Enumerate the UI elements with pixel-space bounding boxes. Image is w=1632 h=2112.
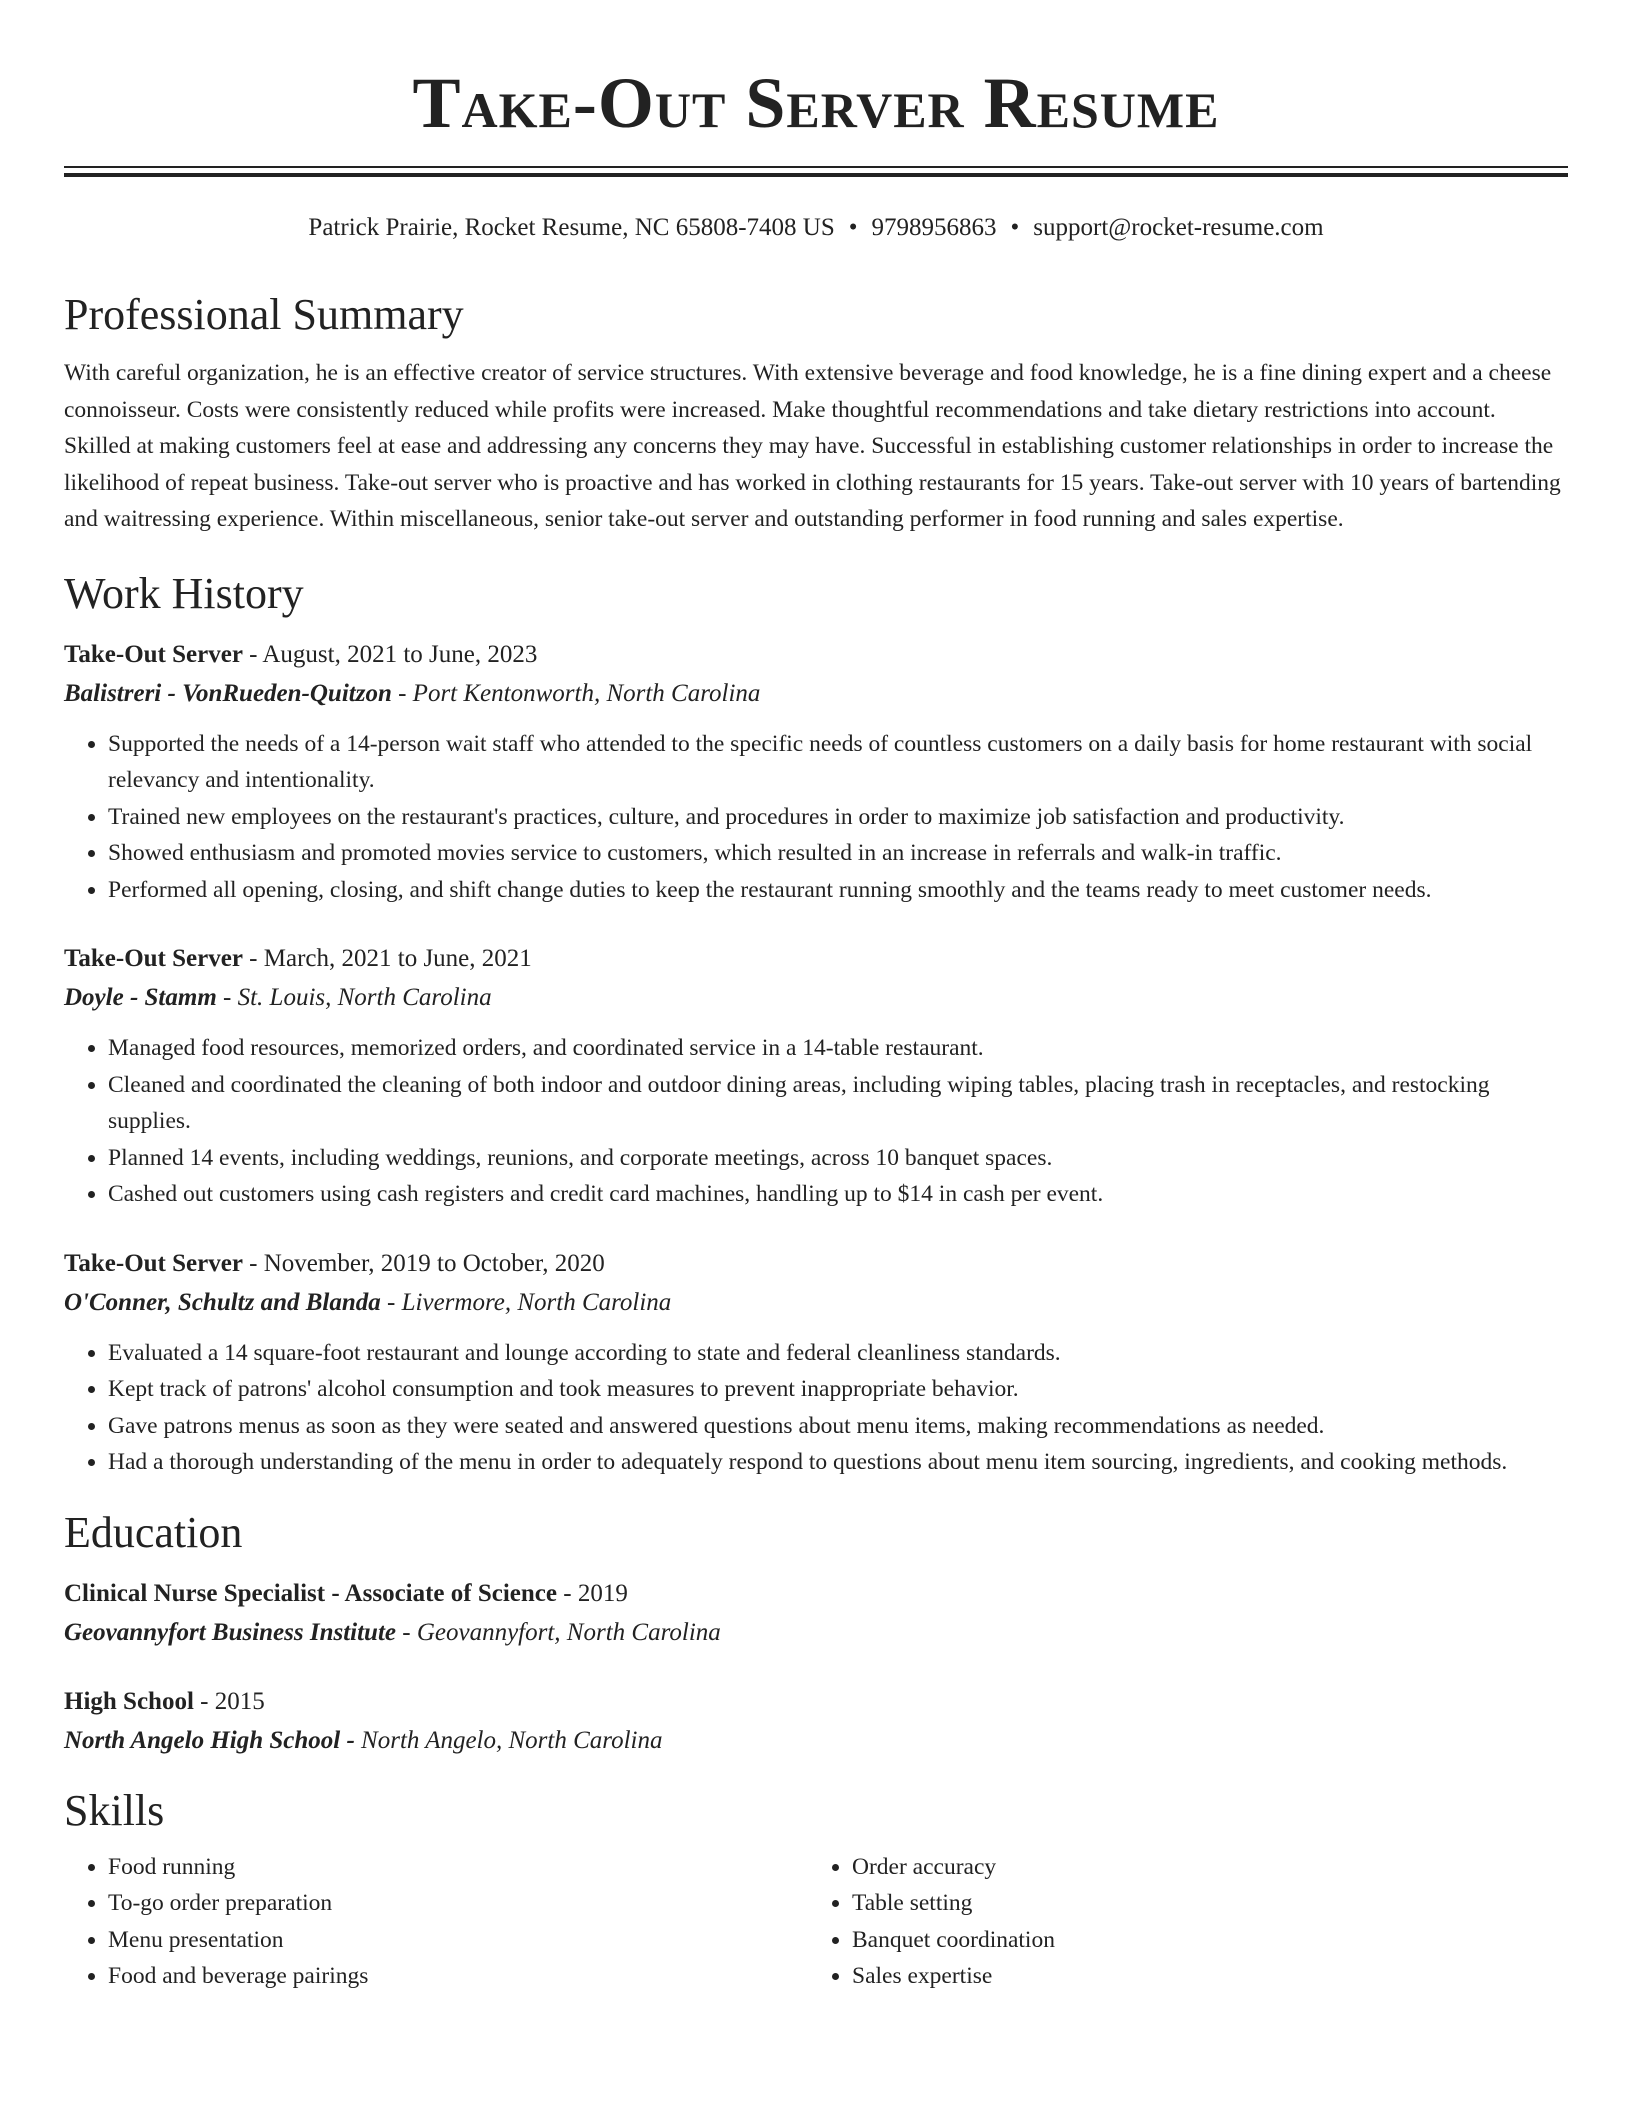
job-dates: - August, 2021 to June, 2023: [242, 640, 538, 668]
job-title: Take-Out Server: [64, 945, 243, 972]
job-company-line: [64, 674, 1568, 714]
contact-phone: 9798956863: [871, 214, 997, 241]
job-company-line: [64, 1283, 1568, 1323]
job-bullet: • Kept track of patrons' alcohol consumption and took measures to prevent inappropriate behavior.: [108, 1371, 1568, 1408]
summary-text: With careful organization, he is an effective creator of service structures. With extensive beverage and food knowledge, he is a fine dining expert and a cheese connoisseur. Costs were consistently reduced while profits were increased. Make thoughtful recommendations and take dietary restrictions into account. Skilled at making customers feel at ease and addressing any concerns they may have. Successful in establishing customer relationships in order to increase the likelihood of repeat business. Take-out server who is proactive and has worked in clothing restaurants for 15 years. Take-out server with 10 years of bartending and waitressing experience. Within miscellaneous, senior take-out server and outstanding performer in food running and sales expertise.: [64, 360, 1561, 532]
skills-list-left: [64, 1849, 808, 1995]
job-title-line: [64, 636, 1568, 674]
job-company: Balistreri - VonRueden-Quitzon: [64, 679, 392, 707]
contact-address: Patrick Prairie, Rocket Resume, NC 65808-7408 US: [308, 214, 835, 241]
job-bullet: • Supported the needs of a 14-person wait staff who attended to the specific needs of countless customers on a daily basis for home restaurant with social relevancy and intentionality.: [108, 726, 1568, 799]
education-school: Geovannyfort Business Institute: [64, 1618, 397, 1646]
skill-item: • Food and beverage pairings: [108, 1958, 808, 1995]
education-year: - 2015: [193, 1687, 265, 1715]
job-entry: [64, 940, 1568, 1213]
education-entry: [64, 1683, 1568, 1761]
title-divider-thin: [64, 166, 1568, 168]
job-bullet: • Performed all opening, closing, and shift change duties to keep the restaurant running smoothly and the teams ready to meet customer needs.: [108, 872, 1568, 909]
education-degree: High School: [64, 1687, 194, 1715]
education-school-line: [64, 1721, 1568, 1761]
contact-separator: •: [848, 214, 858, 241]
section-heading-summary: Professional Summary: [64, 290, 464, 339]
job-bullets: [64, 1335, 1568, 1481]
skill-item: • Food running: [108, 1849, 808, 1886]
job-bullet: • Trained new employees on the restaurant's practices, culture, and procedures in order to maximize job satisfaction and productivity.: [108, 799, 1568, 836]
education-degree-line: [64, 1575, 1568, 1613]
job-title: Take-Out Server: [64, 640, 243, 668]
skill-item: • To-go order preparation: [108, 1885, 808, 1922]
job-company-line: [64, 978, 1568, 1018]
job-entry: [64, 1245, 1568, 1481]
skill-item: • Sales expertise: [852, 1958, 1552, 1995]
job-entry: [64, 636, 1568, 909]
education-degree-line: [64, 1683, 1568, 1721]
skill-item: • Table setting: [852, 1885, 1552, 1922]
job-title-line: [64, 940, 1568, 978]
title-divider-thick: [64, 173, 1568, 177]
skill-item: • Order accuracy: [852, 1849, 1552, 1886]
contact-line: [64, 211, 1568, 245]
job-location: - Livermore, North Carolina: [380, 1288, 672, 1316]
resume-page: [64, 0, 1568, 1995]
job-bullet: • Had a thorough understanding of the menu in order to adequately respond to questions about menu item sourcing, ingredients, and cooking methods.: [108, 1444, 1568, 1481]
section-heading-work-history: Work History: [64, 568, 304, 618]
job-bullets: [64, 1030, 1568, 1213]
section-heading-skills: Skills: [64, 1785, 165, 1835]
job-bullet: • Managed food resources, memorized orders, and coordinated service in a 14-table restaurant.: [108, 1030, 1568, 1067]
job-bullets: [64, 726, 1568, 909]
education-location: - Geovannyfort, North Carolina: [396, 1618, 721, 1646]
job-title-line: [64, 1245, 1568, 1283]
job-bullet: • Planned 14 events, including weddings, reunions, and corporate meetings, across 10 banquet spaces.: [108, 1140, 1568, 1177]
skills-list-right: [808, 1849, 1552, 1995]
job-bullet: • Showed enthusiasm and promoted movies service to customers, which resulted in an increase in referrals and walk-in traffic.: [108, 835, 1568, 872]
job-bullet: • Cashed out customers using cash registers and credit card machines, handling up to $14 in cash per event.: [108, 1176, 1568, 1213]
education-location: North Angelo, North Carolina: [354, 1726, 663, 1754]
job-dates: - March, 2021 to June, 2021: [242, 945, 532, 972]
job-title: Take-Out Server: [64, 1249, 243, 1277]
resume-title: Take-Out Server Resume: [412, 63, 1220, 143]
job-bullet: • Evaluated a 14 square-foot restaurant and lounge according to state and federal cleanliness standards.: [108, 1335, 1568, 1372]
section-heading-education: Education: [64, 1507, 243, 1557]
job-location: - St. Louis, North Carolina: [216, 984, 492, 1011]
education-entry: [64, 1575, 1568, 1653]
job-dates: - November, 2019 to October, 2020: [242, 1249, 605, 1277]
contact-separator: •: [1010, 214, 1020, 241]
job-company: O'Conner, Schultz and Blanda: [64, 1288, 381, 1316]
skill-item: • Banquet coordination: [852, 1922, 1552, 1959]
contact-email: support@rocket-resume.com: [1033, 214, 1324, 241]
job-bullet: • Cleaned and coordinated the cleaning of both indoor and outdoor dining areas, including wiping tables, placing trash in receptacles, and restocking supplies.: [108, 1067, 1568, 1140]
education-year: - 2019: [557, 1579, 628, 1607]
education-school-line: [64, 1613, 1568, 1653]
education-degree: Clinical Nurse Specialist - Associate of Science: [64, 1579, 557, 1607]
job-company: Doyle - Stamm: [64, 984, 217, 1011]
skills-columns: [64, 1849, 1568, 1995]
job-location: - Port Kentonworth, North Carolina: [391, 679, 761, 707]
education-school: North Angelo High School -: [64, 1726, 355, 1754]
job-bullet: • Gave patrons menus as soon as they were seated and answered questions about menu items, making recommendations as needed.: [108, 1408, 1568, 1445]
skill-item: • Menu presentation: [108, 1922, 808, 1959]
